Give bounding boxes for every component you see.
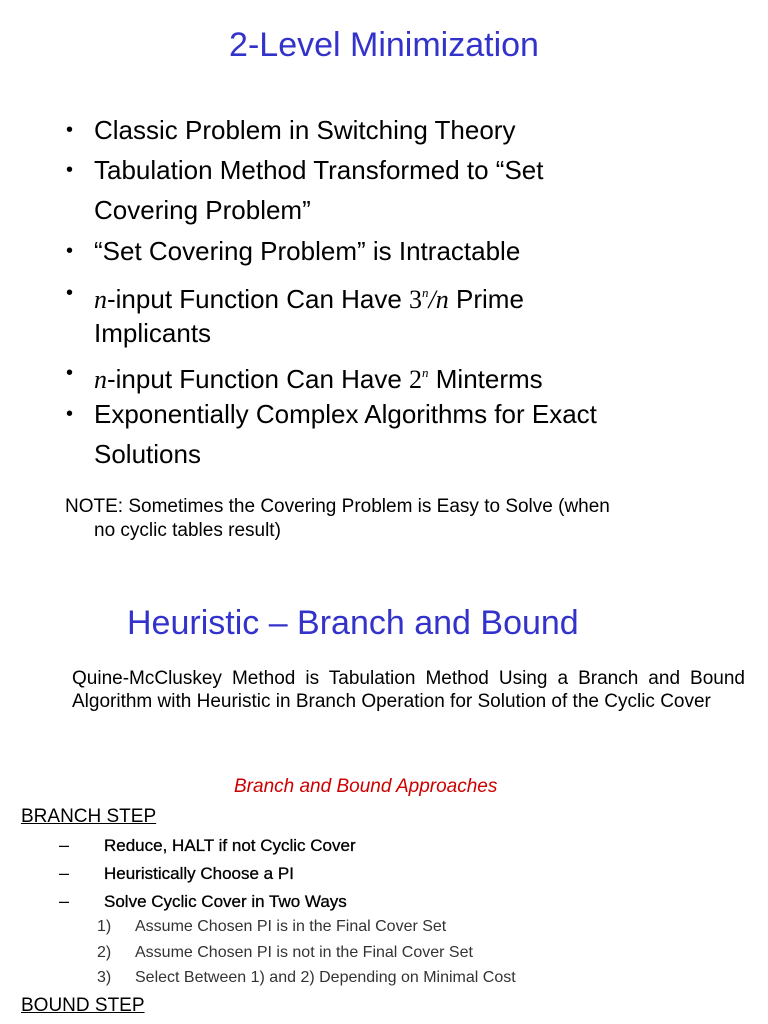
page-title: 2-Level Minimization [229, 26, 539, 64]
dash-marker: – [59, 891, 70, 911]
step-item: Solve Cyclic Cover in Two Ways [104, 892, 347, 911]
bullet-item-continuation: Covering Problem” [94, 195, 311, 225]
bullet-dot-icon: • [66, 119, 74, 141]
bullet-text-part: Minterms [428, 364, 543, 394]
bullet-item: “Set Covering Problem” is Intractable [94, 236, 521, 266]
substep-number: 2) [97, 944, 112, 961]
bullet-text-part: -input Function Can Have [107, 284, 410, 314]
branch-step-heading: BRANCH STEP [21, 806, 157, 827]
bullet-item: Exponentially Complex Algorithms for Exact [94, 399, 597, 429]
bullet-text-part: -input Function Can Have [107, 364, 410, 394]
bullet-dot-icon: • [66, 362, 74, 384]
substep-item: Assume Chosen PI is not in the Final Cover Set [135, 944, 473, 961]
note-line: NOTE: Sometimes the Covering Problem is Easy to Solve (when [65, 496, 610, 517]
formula-divisor: /n [428, 285, 449, 314]
dash-marker: – [59, 835, 70, 855]
step-item: Reduce, HALT if not Cyclic Cover [104, 836, 356, 855]
bullet-dot-icon: • [66, 159, 74, 181]
variable-n: n [94, 365, 107, 394]
bullet-item: Classic Problem in Switching Theory [94, 115, 516, 145]
formula-base: 2 [409, 365, 423, 394]
substep-number: 3) [97, 969, 112, 986]
step-item: Heuristically Choose a PI [104, 864, 294, 883]
bullet-item: Tabulation Method Transformed to “Set [94, 155, 544, 185]
substep-item: Assume Chosen PI is in the Final Cover Set [135, 918, 447, 935]
bullet-text-part: Prime [448, 284, 524, 314]
formula-exponent: n [422, 285, 429, 300]
variable-n: n [94, 285, 107, 314]
bullet-item-continuation: Solutions [94, 439, 201, 469]
note-line-continuation: no cyclic tables result) [94, 520, 281, 541]
formula-base: 3 [409, 285, 423, 314]
substep-number: 1) [97, 918, 112, 935]
approaches-subtitle: Branch and Bound Approaches [234, 776, 498, 797]
bullet-dot-icon: • [66, 403, 74, 425]
bullet-item [94, 353, 543, 400]
section-title: Heuristic – Branch and Bound [127, 604, 579, 642]
formula-exponent: n [422, 365, 429, 380]
bullet-item-continuation: Implicants [94, 318, 212, 348]
substep-item: Select Between 1) and 2) Depending on Minimal Cost [135, 969, 516, 986]
description-paragraph: Quine-McCluskey Method is Tabulation Method Using a Branch and Bound Algorithm with Heuristic in Branch Operation for Solution of the Cyclic Cover [72, 668, 745, 712]
bound-step-heading: BOUND STEP [21, 995, 145, 1016]
bullet-dot-icon: • [66, 282, 74, 304]
dash-marker: – [59, 863, 70, 883]
bullet-dot-icon: • [66, 240, 74, 262]
